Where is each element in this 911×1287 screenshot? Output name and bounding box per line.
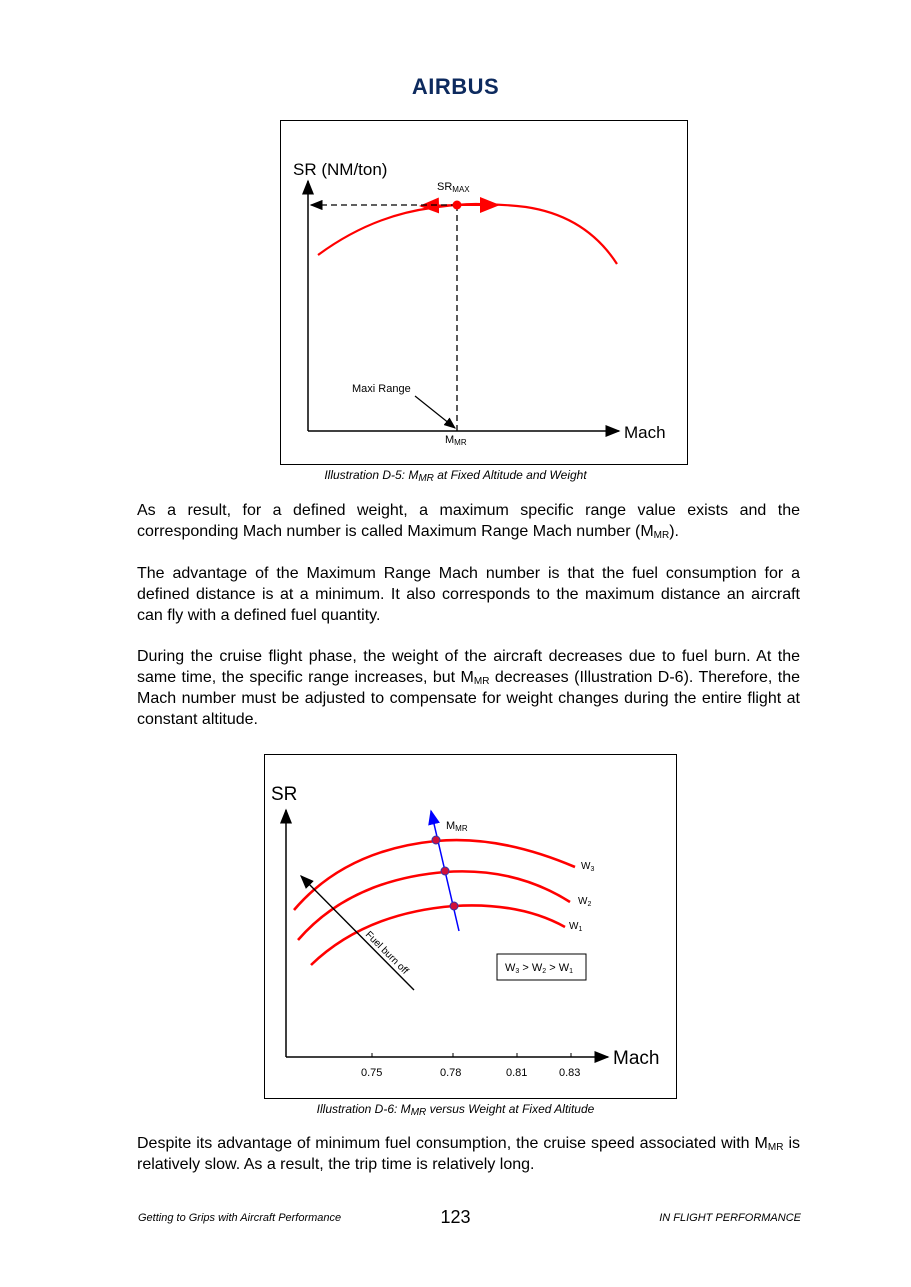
curve-label-w1: $W_1$ — [569, 921, 583, 933]
tick-label-0-83: 0.83 — [559, 1067, 581, 1079]
curve-label-w3: $W_3$ — [581, 861, 595, 873]
x-axis-label: Mach — [624, 423, 666, 442]
sr-max-label: SRMAX — [437, 181, 470, 194]
curve-w3 — [294, 840, 575, 910]
footer-left: Getting to Grips with Aircraft Performance — [138, 1212, 342, 1224]
footer-right: IN FLIGHT PERFORMANCE — [659, 1212, 801, 1224]
paragraph-1: As a result, for a defined weight, a maximum specific range value exists and the corresponding Mach number is called Maximum Range Mach number $(M_{MR})$. — [137, 502, 800, 541]
figure-d6-chart — [265, 755, 676, 1098]
weight-legend-text: W3 > W2 > W1 — [505, 962, 573, 975]
curve-label-w2: $W_2$ — [578, 896, 592, 908]
paragraph-4: Despite its advantage of minimum fuel consumption, the cruise speed associated with $M_{MR}$ is relatively slow. As a result, the trip time is relatively long. — [137, 1135, 801, 1173]
page-number: 123 — [440, 1207, 471, 1227]
tick-label-0-81: 0.81 — [506, 1067, 528, 1079]
maxi-range-pointer — [415, 396, 455, 428]
tick-label-0-78: 0.78 — [440, 1067, 462, 1079]
caption-d6: Illustration D-6: $M_{MR}$ versus Weight at Fixed Altitude — [316, 1102, 595, 1118]
figure-d5-chart — [281, 121, 687, 464]
paragraph-3: During the cruise flight phase, the weight of the aircraft decreases due to fuel burn. At the same time, the specific range increases, but $M_{MR}$ decreases (Illustration D-6). Therefore, the Mach number must be adjusted to compensate for weight changes during the entire flight at constant altitude. — [137, 648, 800, 728]
airbus-logo: AIRBUS — [411, 74, 500, 99]
maxi-range-label: Maxi Range — [352, 383, 411, 395]
tick-label-0-75: 0.75 — [361, 1067, 383, 1079]
figure-d6 — [264, 754, 677, 1099]
y-axis-label: SR (NM/ton) — [293, 160, 388, 179]
figure-d5 — [280, 120, 688, 465]
curve-w2 — [298, 871, 570, 940]
sr-max-point — [453, 201, 462, 210]
paragraph-2: The advantage of the Maximum Range Mach number is that the fuel consumption for a defined distance is at a minimum. It also corresponds to the maximum distance an aircraft can fly with a defined fuel quantity. — [137, 565, 800, 624]
mmr-point-w2 — [441, 867, 449, 875]
mmr-label: MMR — [445, 434, 467, 447]
caption-d5: Illustration D-5: $M_{MR}$ at Fixed Altitude and Weight — [324, 468, 587, 484]
x-axis-label: Mach — [613, 1048, 660, 1069]
mmr-point-w1 — [450, 902, 458, 910]
y-axis-label: SR — [271, 784, 298, 805]
mmr-label: MMR — [446, 820, 468, 833]
mmr-point-w3 — [432, 836, 440, 844]
sr-curve — [318, 204, 617, 264]
fuel-burn-label: Fuel burn off — [362, 929, 411, 977]
